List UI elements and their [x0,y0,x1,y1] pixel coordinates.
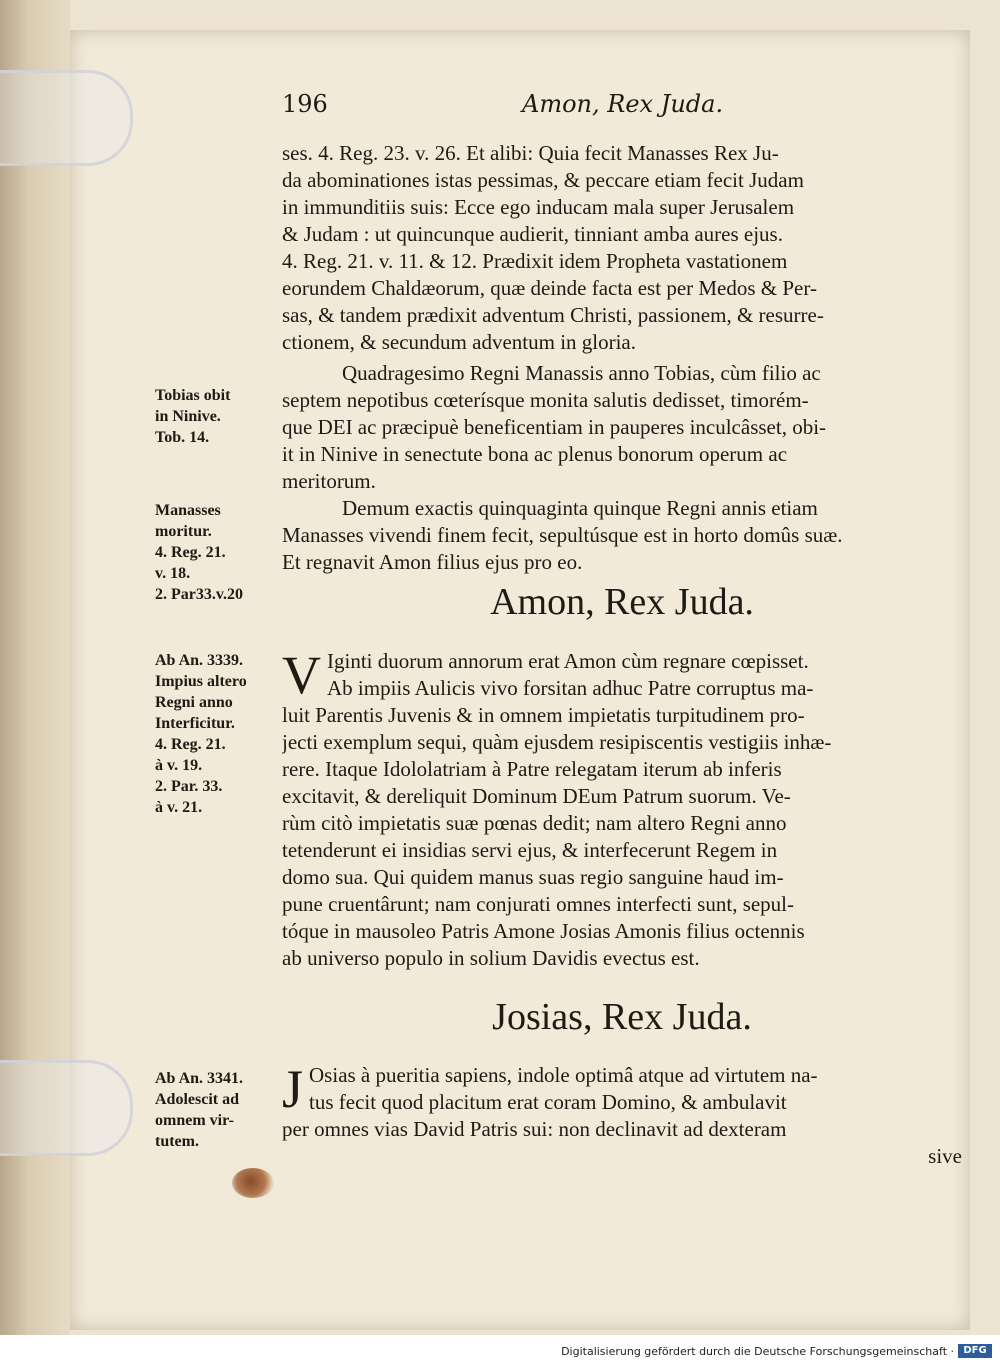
drop-cap: J [282,1059,304,1119]
text-block-1 [282,140,962,356]
margin-note-tobias [155,385,267,448]
text-line: tetenderunt ei insidias servi ejus, & interfecerunt Regem in [282,838,778,862]
margin-line: Interficitur. [155,715,235,732]
margin-note-amon [155,650,267,818]
text-line: Ab impiis Aulicis vivo forsitan adhuc Patre corruptus ma- [327,676,814,700]
margin-note-manasses [155,500,267,605]
dfg-logo-icon: DFG [958,1344,992,1358]
text-line: per omnes vias David Patris sui: non declinavit ad dexteram [282,1117,787,1141]
text-block-amon [282,645,962,972]
margin-line: tutem. [155,1133,199,1150]
margin-line: Ab An. 3341. [155,1070,244,1087]
text-line: que DEI ac præcipuè beneficentiam in pauperes inculcâsset, obi- [282,415,827,439]
text-line: sas, & tandem prædixit adventum Christi, passionem, & resurre- [282,303,824,327]
margin-line: 2. Par33.v.20 [155,586,243,603]
text-line: domo sua. Qui quidem manus suas regio sanguine haud im- [282,865,784,889]
text-line: meritorum. [282,469,376,493]
margin-line: v. 18. [155,565,191,582]
catchword: sive [928,1144,962,1168]
footer-bar [0,1335,1000,1365]
page-number: 196 [282,90,328,118]
margin-line: Tobias obit [155,387,231,404]
margin-line: Adolescit ad [155,1091,239,1108]
text-line: ab universo populo in solium Davidis evectus est. [282,946,700,970]
text-line: rùm citò impietatis suæ pœnas dedit; nam altero Regni anno [282,811,787,835]
drop-cap: V [282,645,321,705]
text-line: in immunditiis suis: Ecce ego inducam mala super Jerusalem [282,195,795,219]
margin-line: 4. Reg. 21. [155,544,226,561]
margin-line: moritur. [155,523,212,540]
ink-stain [232,1168,274,1198]
margin-line: in Ninive. [155,408,221,425]
text-line: Iginti duorum annorum erat Amon cùm regnare cœpisset. [327,649,809,673]
text-line: ses. 4. Reg. 23. v. 26. Et alibi: Quia fecit Manasses Rex Ju- [282,141,779,165]
text-line: Osias à pueritia sapiens, indole optimâ atque ad virtutem na- [309,1063,818,1087]
page-header [282,90,762,130]
text-block-2 [282,360,962,495]
margin-line: Tob. 14. [155,429,210,446]
text-line: pune cruentârunt; nam conjurati omnes interfecti sunt, sepul- [282,892,795,916]
text-line: eorundem Chaldæorum, quæ deinde facta est per Medos & Per- [282,276,817,300]
text-line: ctionem, & secundum adventum in gloria. [282,330,637,354]
page-clip-bottom [0,1060,133,1156]
text-line: excitavit, & dereliquit Dominum DEum Patrum suorum. Ve- [282,784,791,808]
text-line: Demum exactis quinquaginta quinque Regni annis etiam [342,496,818,520]
text-line: & Judam : ut quincunque audierit, tinniant amba aures ejus. [282,222,783,246]
margin-line: Regni anno [155,694,233,711]
text-line: tóque in mausoleo Patris Amone Josias Amonis filius octennis [282,919,805,943]
text-line: rere. Itaque Idololatriam à Patre relegatam iterum ab inferis [282,757,782,781]
text-line: da abominationes istas pessimas, & peccare etiam fecit Judam [282,168,804,192]
text-line: it in Ninive in senectute bona ac plenus bonorum operum ac [282,442,788,466]
text-line: 4. Reg. 21. v. 11. & 12. Prædixit idem Propheta vastationem [282,249,788,273]
margin-line: Manasses [155,502,221,519]
text-block-josias [282,1059,962,1170]
page-clip-top [0,70,133,166]
text-line: jecti exemplum sequi, quàm ejusdem resipiscentis vestigiis inhæ- [282,730,832,754]
text-line: septem nepotibus cœterísque monita salutis dedisset, timorém- [282,388,809,412]
margin-line: Ab An. 3339. [155,652,244,669]
section-heading-amon: Amon, Rex Juda. [490,581,754,623]
margin-line: à v. 21. [155,799,203,816]
text-line: Quadragesimo Regni Manassis anno Tobias, cùm filio ac [342,361,821,385]
text-line: Manasses vivendi finem fecit, sepultúsque est in horto domûs suæ. [282,523,843,547]
text-line: luit Parentis Juvenis & in omnem impietatis turpitudinem pro- [282,703,805,727]
margin-line: 2. Par. 33. [155,778,223,795]
text-line: Et regnavit Amon filius ejus pro eo. [282,550,583,574]
margin-line: 4. Reg. 21. [155,736,226,753]
text-line: tus fecit quod placitum erat coram Domino, & ambulavit [309,1090,787,1114]
funding-notice: Digitalisierung gefördert durch die Deutsche Forschungsgemeinschaft · [561,1345,954,1358]
margin-line: omnem vir- [155,1112,234,1129]
margin-line: Impius altero [155,673,247,690]
margin-line: à v. 19. [155,757,203,774]
running-title: Amon, Rex Juda. [522,90,724,118]
text-block-3 [282,495,962,576]
margin-note-josias [155,1068,267,1152]
section-heading-josias: Josias, Rex Juda. [492,996,752,1038]
